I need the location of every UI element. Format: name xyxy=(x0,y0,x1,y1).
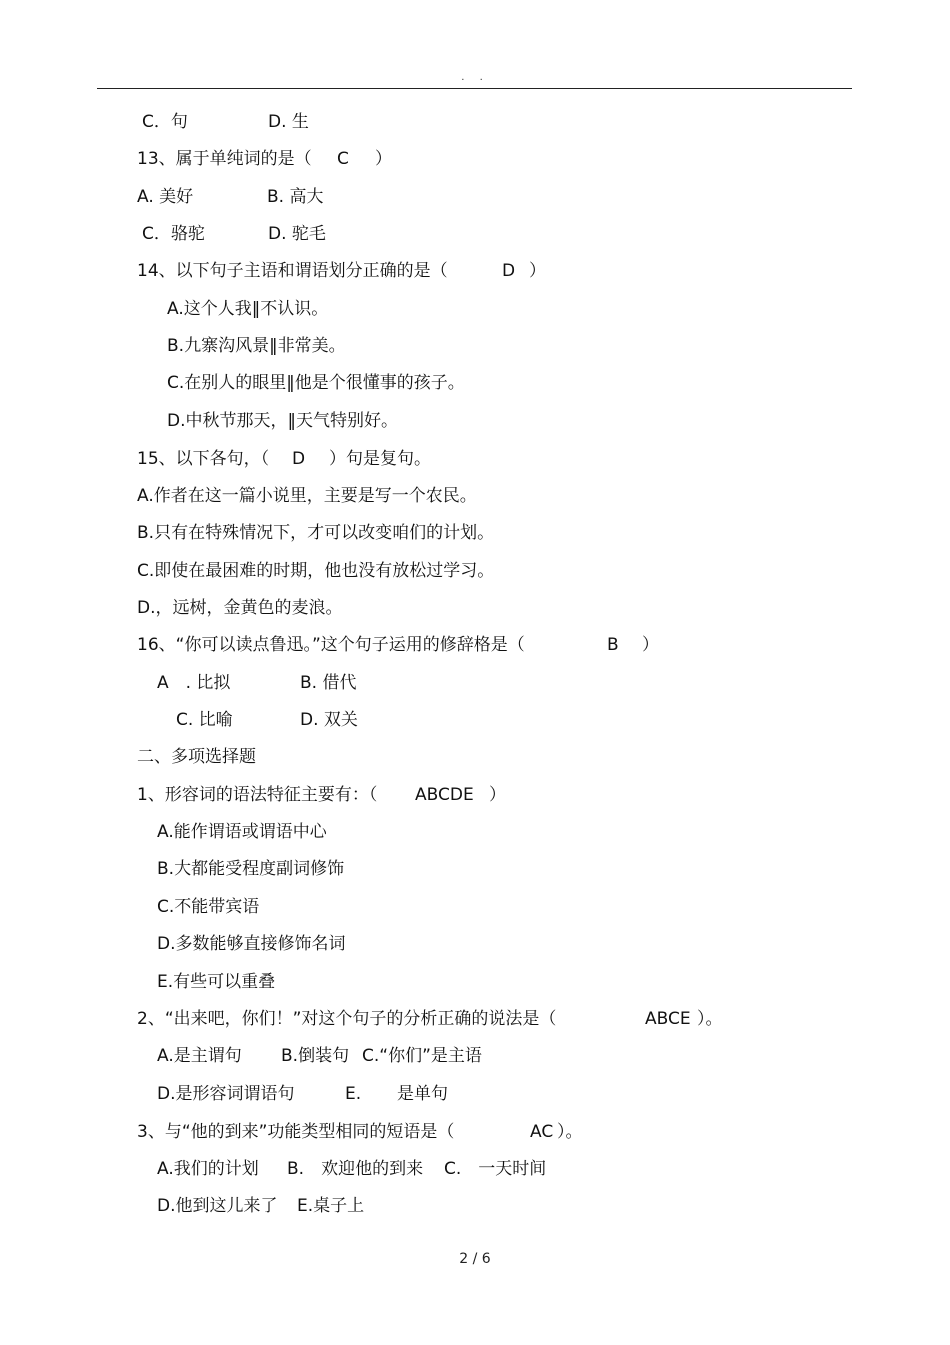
line-segment: D.是形容词谓语句 xyxy=(157,1084,295,1104)
line-segment: 15、以下各句，（ xyxy=(137,449,270,469)
line-segment: C xyxy=(337,149,349,169)
line-segment: AC xyxy=(530,1122,554,1142)
line-segment: B.只有在特殊情况下，才可以改变咱们的计划。 xyxy=(137,523,495,543)
line-segment: C.在别人的眼里‖他是个很懂事的孩子。 xyxy=(167,373,465,393)
line-segment: C．句 xyxy=(142,112,188,132)
line-segment: D.他到这儿来了 xyxy=(157,1196,278,1216)
line-segment: ）。 xyxy=(697,1009,723,1029)
line-segment: A.是主谓句 xyxy=(157,1046,242,1066)
line-segment: C. 一天时间 xyxy=(444,1159,547,1179)
line-segment: D xyxy=(502,261,516,281)
line-segment: B. 欢迎他的到来 xyxy=(287,1159,424,1179)
line-segment: C.“你们”是主语 xyxy=(362,1046,482,1066)
line-segment: B.大都能受程度副词修饰 xyxy=(157,859,345,879)
line-segment: A . 比拟 xyxy=(157,673,231,693)
line-segment: C. 比喻 xyxy=(176,710,233,730)
line-segment: ） xyxy=(642,635,659,655)
line-segment: C.即使在最困难的时期，他也没有放松过学习。 xyxy=(137,561,495,581)
line-segment: B.九寨沟风景‖非常美。 xyxy=(167,336,346,356)
line-segment: 1、形容词的语法特征主要有：（ xyxy=(137,785,378,805)
line-segment: B. 高大 xyxy=(267,187,324,207)
line-segment: 是单句 xyxy=(397,1084,448,1104)
line-segment: ABCDE xyxy=(415,785,474,805)
line-segment: C．骆驼 xyxy=(142,224,205,244)
line-segment: 14、以下句子主语和谓语划分正确的是（ xyxy=(137,261,448,281)
line-segment: 3、与“他的到来”功能类型相同的短语是（ xyxy=(137,1122,455,1142)
line-segment: E.桌子上 xyxy=(297,1196,365,1216)
line-segment: A. 美好 xyxy=(137,187,194,207)
line-segment: B. 借代 xyxy=(300,673,357,693)
line-segment: C.不能带宾语 xyxy=(157,897,260,917)
line-segment: 16、“你可以读点鲁迅。”这个句子运用的修辞格是（ xyxy=(137,635,525,655)
line-segment: A.能作谓语或谓语中心 xyxy=(157,822,327,842)
line-segment: 13、属于单纯词的是（ xyxy=(137,149,312,169)
line-segment: ）。 xyxy=(557,1122,583,1142)
line-segment: 二、多项选择题 xyxy=(137,747,256,767)
line-segment: D xyxy=(292,449,306,469)
line-segment: D. 驼毛 xyxy=(268,224,326,244)
line-segment: E. xyxy=(345,1084,362,1104)
line-segment: ABCE xyxy=(645,1009,691,1029)
line-segment: ） xyxy=(529,261,546,281)
line-segment: A.我们的计划 xyxy=(157,1159,259,1179)
line-segment: B xyxy=(607,635,619,655)
line-segment: D.，远树，金黄色的麦浪。 xyxy=(137,598,343,618)
line-segment: D. 生 xyxy=(268,112,309,132)
line-segment: E.有些可以重叠 xyxy=(157,972,276,992)
line-segment: 2、“出来吧，你们！”对这个句子的分析正确的说法是（ xyxy=(137,1009,557,1029)
page-number: 2 / 6 xyxy=(459,1251,491,1267)
header-dots: . . xyxy=(461,72,489,83)
line-segment: ） xyxy=(375,149,392,169)
line-segment: ） xyxy=(489,785,506,805)
line-segment: A.这个人我‖不认识。 xyxy=(167,299,329,319)
line-segment: D. 双关 xyxy=(300,710,358,730)
line-segment: D.中秋节那天，‖天气特别好。 xyxy=(167,411,398,431)
line-segment: D.多数能够直接修饰名词 xyxy=(157,934,346,954)
line-segment: A.作者在这一篇小说里，主要是写一个农民。 xyxy=(137,486,477,506)
line-segment: B.倒装句 xyxy=(281,1046,350,1066)
line-segment: ）句是复句。 xyxy=(329,449,431,469)
header-rule xyxy=(97,88,852,89)
